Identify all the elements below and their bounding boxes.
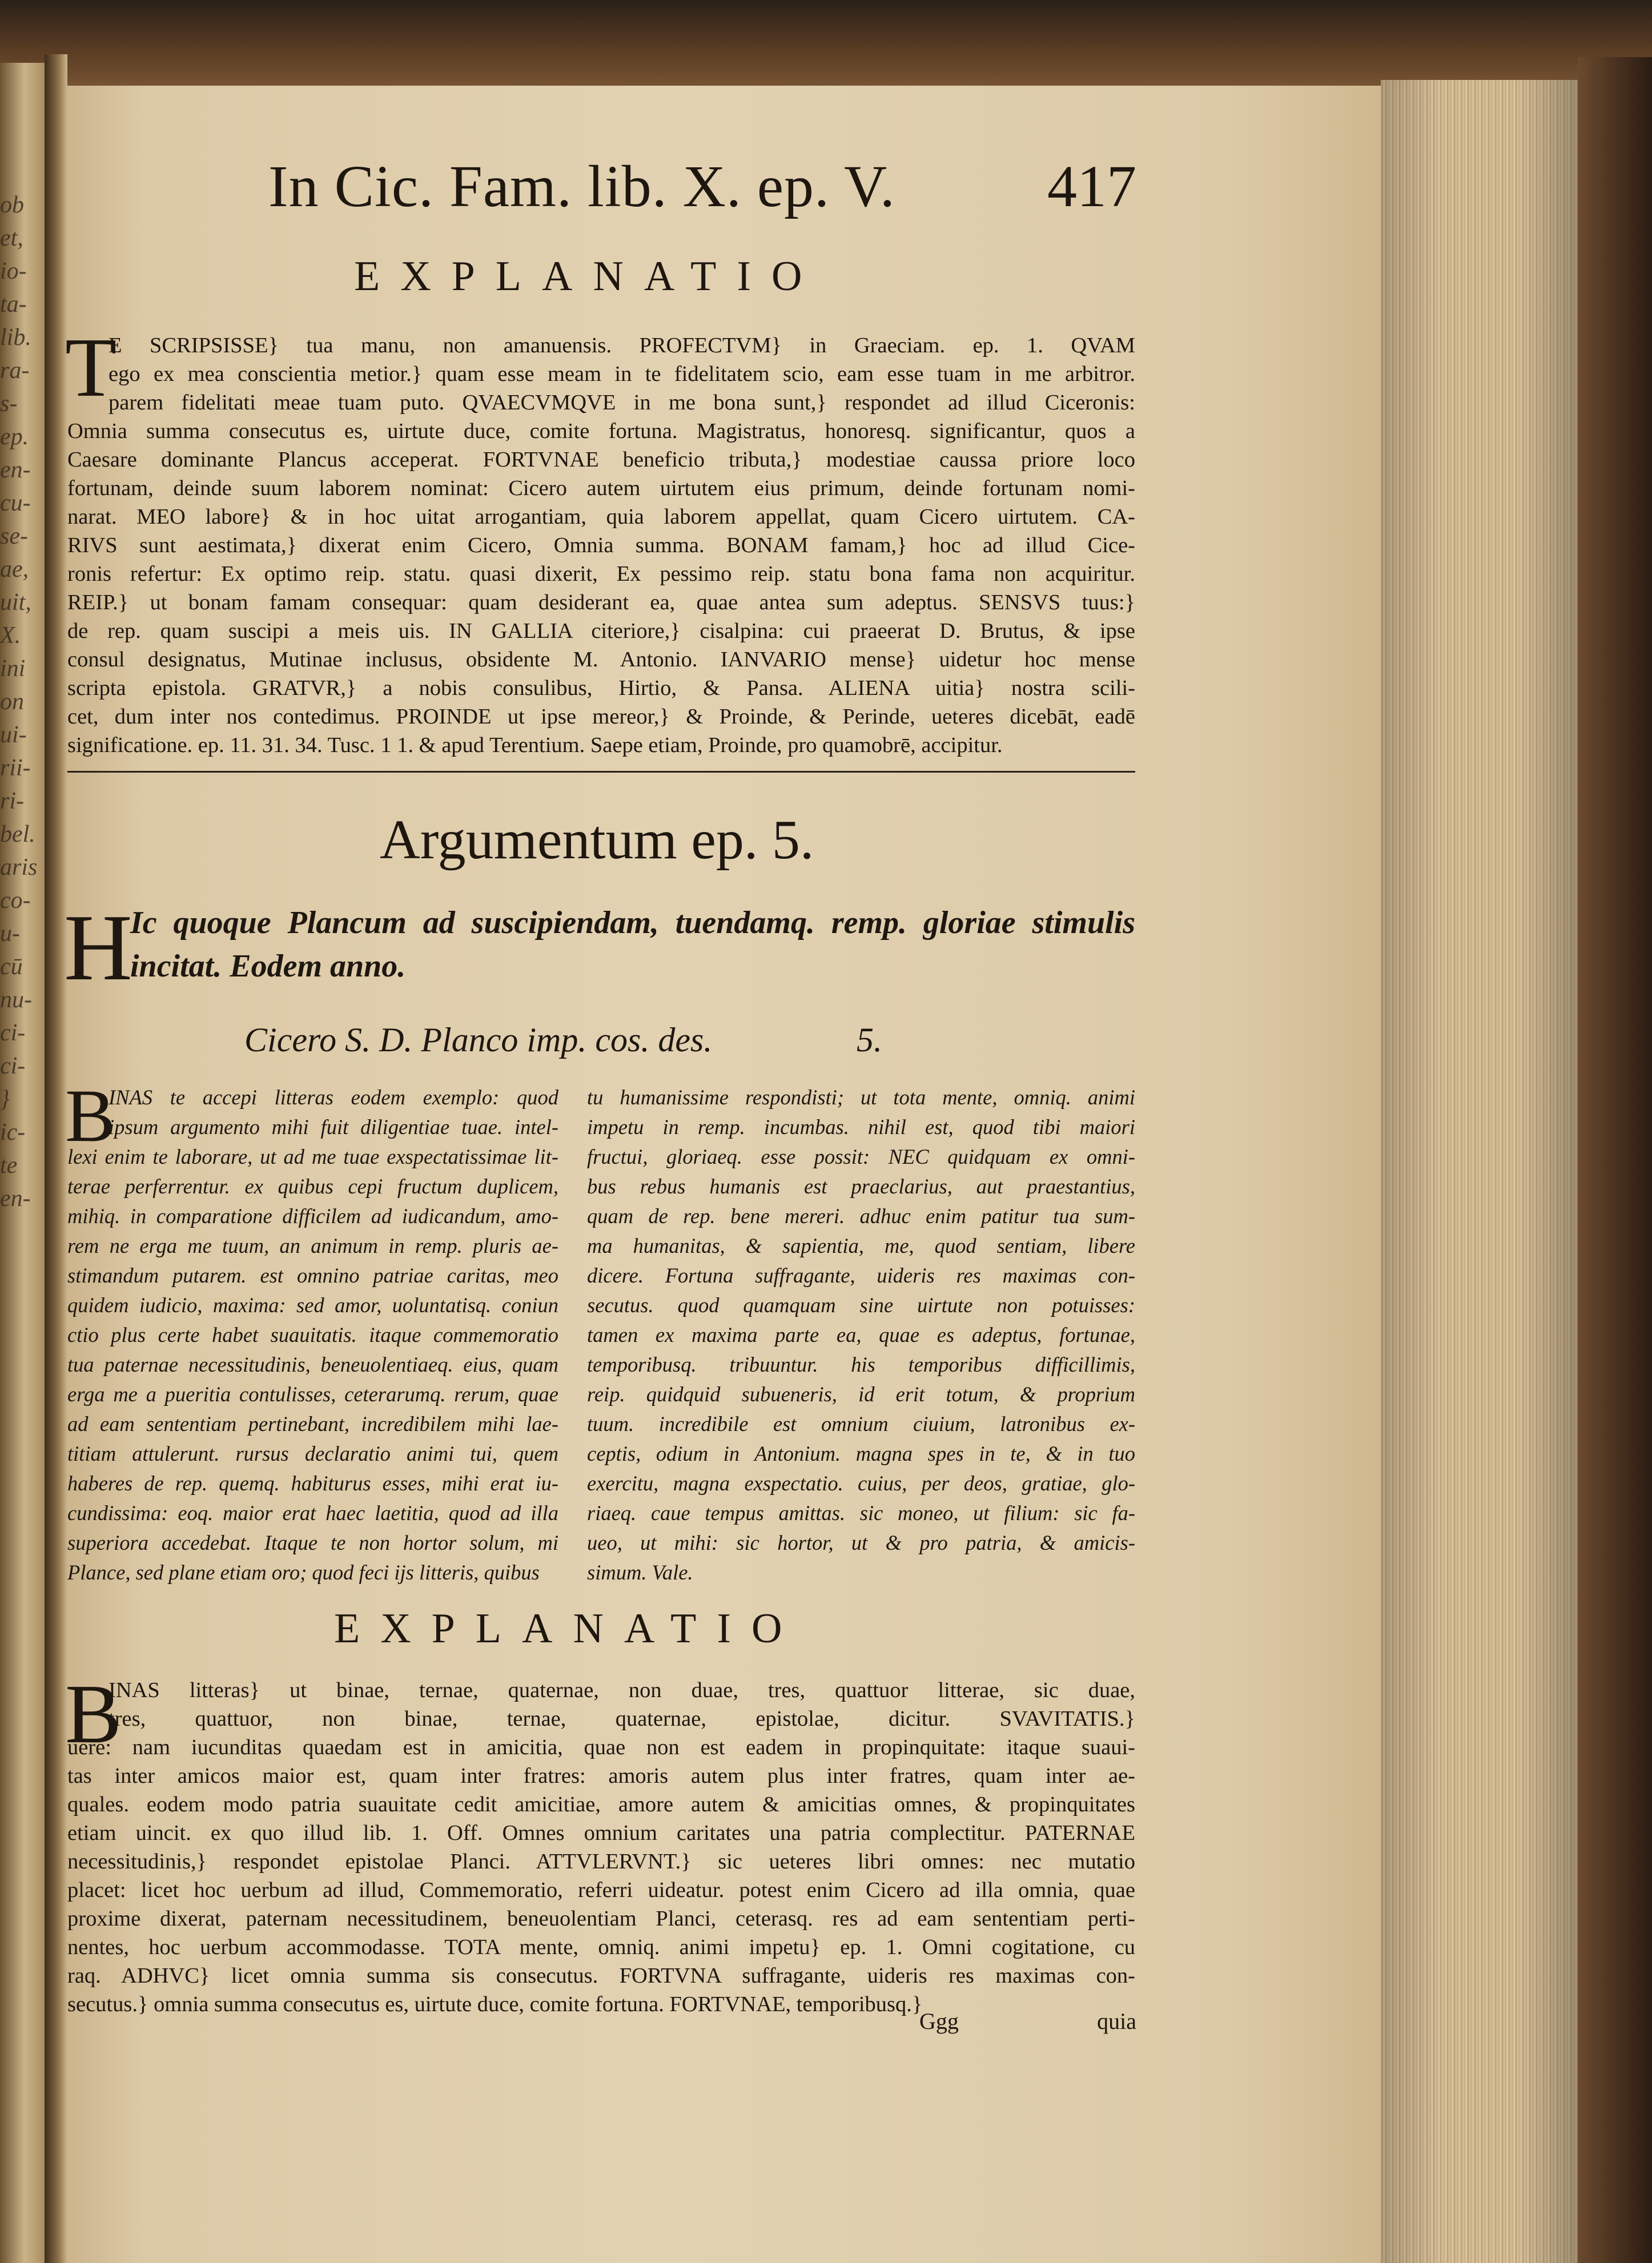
text-line: REIP.} ut bonam famam consequar: quam desiderant ea, quae antea sum adeptus. SENSVS tuus:}	[67, 590, 1135, 614]
fragment-line: s-	[0, 391, 18, 417]
fragment-line: bel.	[0, 821, 35, 847]
text-line: cundissima: eoq. maior erat haec laetitia, quod ad illa	[67, 1501, 558, 1525]
text-line: Plance, sed plane etiam oro; quod feci ijs litteris, quibus	[67, 1561, 540, 1584]
text-line: scripta epistola. GRATVR,} a nobis consulibus, Hirtio, & Pansa. ALIENA uitia} nostra scili-	[67, 676, 1135, 700]
text-line: cet, dum inter nos contedimus. PROINDE ut ipse mereor,} & Proinde, & Perinde, ueteres dicebāt, eadē	[67, 705, 1135, 729]
section-heading-explanatio: EXPLANATIO	[354, 253, 823, 300]
fragment-line: on	[0, 689, 24, 715]
text-line: E SCRIPSISSE} tua manu, non amanuensis. PROFECTVM} in Graeciam. ep. 1. QVAM	[108, 333, 1135, 357]
section-heading-explanatio: EXPLANATIO	[334, 1605, 803, 1652]
fragment-line: te	[0, 1152, 18, 1179]
text-line: titiam attulerunt. rursus declaratio animi tui, quem	[67, 1442, 558, 1465]
fragment-line: co-	[0, 887, 31, 914]
text-line: placet: licet hoc uerbum ad illud, Commemoratio, referri uideatur. potest enim Cicero ad illa omnia, quae	[67, 1878, 1135, 1902]
text-line: INAS litteras} ut binae, ternae, quaternae, non duae, tres, quattuor litterae, sic duae,	[108, 1678, 1135, 1702]
text-line: tres, quattuor, non binae, ternae, quaternae, epistolae, dicitur. SVAVITATIS.}	[108, 1707, 1135, 1731]
letter-column-left	[67, 1083, 558, 1587]
cover-board	[1578, 57, 1652, 2263]
text-line: superiora accedebat. Itaque te non hortor solum, mi	[67, 1531, 558, 1554]
horizontal-rule	[67, 771, 1135, 773]
fore-edge-shadow	[1381, 80, 1578, 2263]
text-line: simum. Vale.	[587, 1561, 693, 1584]
fragment-line: ob	[0, 192, 24, 218]
text-line: reip. quidquid subueneris, id erit totum, & proprium	[587, 1382, 1135, 1406]
text-line: stimandum putarem. est omnino patriae caritas, meo	[67, 1264, 558, 1287]
running-head: In Cic. Fam. lib. X. ep. V.	[268, 154, 895, 219]
text-line: ceptis, odium in Antonium. magna spes in te, & in tuo	[587, 1442, 1135, 1465]
text-line: de rep. quam suscipi a meis uis. IN GALLIA citeriore,} cisalpina: cui praeerat D. Brutus, & ipse	[67, 619, 1135, 643]
fragment-line: cu-	[0, 490, 31, 516]
argument-heading: Argumentum ep. 5.	[380, 809, 814, 871]
text-line: raq. ADHVC} licet omnia summa sis consecutus. FORTVNA suffragante, uideris res maximas con-	[67, 1964, 1135, 1988]
explanation-paragraph	[67, 1676, 1135, 2019]
text-line: tua paternae necessitudinis, beneuolentiaeq. eius, quam	[67, 1353, 558, 1376]
text-line: tuum. incredibile est omnium ciuium, latronibus ex-	[587, 1412, 1135, 1436]
text-line: Omnia summa consecutus es, uirtute duce, comite fortuna. Magistratus, honoresq. significantur, quos a	[67, 419, 1135, 443]
letter-salutation: Cicero S. D. Planco imp. cos. des.	[244, 1021, 713, 1059]
argument-text	[67, 901, 1135, 988]
drop-capital: T	[65, 321, 117, 415]
book-gutter	[45, 54, 67, 2263]
text-line: haberes de rep. quemq. habiturus esses, mihi erat iu-	[67, 1472, 558, 1495]
letter-number: 5.	[857, 1021, 882, 1059]
text-line: secutus. quod quamquam sine uirtute non potuisses:	[587, 1293, 1135, 1317]
fragment-line: en-	[0, 1185, 31, 1212]
text-line: necessitudinis,} respondet epistolae Planci. ATTVLERVNT.} sic ueteres libri omnes: nec mutatio	[67, 1850, 1135, 1874]
signature-mark: Ggg	[919, 2008, 959, 2034]
text-line: proxime dixerat, paternam necessitudinem, beneuolentiam Planci, ceterasq. res ad eam sententiam perti-	[67, 1907, 1135, 1931]
text-line: dicere. Fortuna suffragante, uideris res maximas con-	[587, 1264, 1135, 1287]
fragment-line: ri-	[0, 788, 24, 814]
text-line: parem fidelitati meae tuam puto. QVAECVMQVE in me bona sunt,} respondet ad illud Ciceronis:	[108, 391, 1135, 415]
fragment-line: cū	[0, 954, 23, 980]
text-line: tamen ex maxima parte ea, quae es adeptus, fortunae,	[587, 1323, 1135, 1346]
text-line: quam de rep. bene mereri. adhuc enim patitur tua sum-	[587, 1204, 1135, 1228]
text-line: secutus.} omnia summa consecutus es, uirtute duce, comite fortuna. FORTVNAE, temporibusq.}	[67, 1992, 923, 2016]
fragment-line: X.	[0, 622, 21, 649]
text-line: Caesare dominante Plancus acceperat. FORTVNAE beneficio tributa,} modestiae caussa priore loco	[67, 448, 1135, 472]
fragment-line: et,	[0, 225, 23, 251]
text-line: ma humanitas, & sapientia, me, quod sentiam, libere	[587, 1234, 1135, 1257]
text-line: rem ne erga me tuum, an animum in remp. pluris ae-	[67, 1234, 558, 1257]
text-line: quales. eodem modo patria suauitate cedit amicitiae, amore autem & amicitias omnes, & propinquitates	[67, 1792, 1135, 1816]
text-line: ronis refertur: Ex optimo reip. statu. quasi dixerit, Ex pessimo reip. statu bona fama non acquiritur.	[67, 562, 1135, 586]
text-line: temporibusq. tribuuntur. his temporibus difficillimis,	[587, 1353, 1135, 1376]
text-line: fructui, gloriaeq. esse possit: NEC quidquam ex omni-	[587, 1145, 1135, 1168]
text-line: consul designatus, Mutinae inclusus, obsidente M. Antonio. IANVARIO mense} uidetur hoc mense	[67, 648, 1135, 672]
text-line: narat. MEO labore} & in hoc uitat arrogantiam, quia laborem appellat, quam Cicero uirtutem. CA-	[67, 505, 1135, 529]
fragment-line: u-	[0, 921, 20, 947]
fragment-line: }	[0, 1086, 10, 1112]
fragment-line: se-	[0, 523, 28, 549]
text-line: riaeq. caue tempus amittas. sic moneo, ut filium: sic fa-	[587, 1501, 1135, 1525]
fragment-line: lib.	[0, 324, 31, 351]
fragment-line: ci-	[0, 1020, 26, 1046]
page-number: 417	[1047, 154, 1136, 219]
text-line: ad eam sententiam pertinebant, incredibilem mihi lae-	[67, 1412, 558, 1436]
text-line: nentes, hoc uerbum accommodasse. TOTA mente, omniq. animi impetu} ep. 1. Omni cogitatione, cu	[67, 1935, 1135, 1959]
text-line: mihiq. in comparatione difficilem ad iudicandum, amo-	[67, 1204, 558, 1228]
fragment-line: en-	[0, 457, 31, 483]
text-line: tu humanissime respondisti; ut tota mente, omniq. animi	[587, 1086, 1135, 1109]
drop-capital: B	[65, 1074, 116, 1157]
letter-column-right	[587, 1083, 1135, 1587]
text-line: incitat. Eodem anno.	[130, 948, 406, 984]
text-line: uere: nam iucunditas quaedam est in amicitia, quae non est eadem in propinquitate: itaque suaui-	[67, 1735, 1135, 1759]
facing-page-text-fragment	[0, 188, 45, 2187]
text-line: RIVS sunt aestimata,} dixerat enim Cicero, Omnia summa. BONAM famam,} hoc ad illud Cice-	[67, 533, 1135, 557]
text-line: tas inter amicos maior est, quam inter fratres: amoris autem plus inter fratres, quam inter ae-	[67, 1764, 1135, 1788]
fragment-line: ci-	[0, 1053, 26, 1079]
fragment-line: uit,	[0, 589, 31, 616]
fragment-line: ini	[0, 656, 26, 682]
fragment-line: ta-	[0, 291, 27, 317]
drop-capital: H	[64, 895, 132, 1000]
text-line: Ic quoque Plancum ad suscipiendam, tuendamq. remp. gloriae stimulis	[130, 905, 1135, 940]
text-line: bus rebus humanis est praeclarius, aut praestantius,	[587, 1175, 1135, 1198]
explanation-paragraph	[67, 331, 1135, 759]
text-line: ueo, ut mihi: sic hortor, ut & pro patria, & amicis-	[587, 1531, 1135, 1554]
catchword: quia	[1097, 2008, 1136, 2034]
fragment-line: rii-	[0, 755, 31, 781]
text-line: exercitu, magna exspectatio. cuius, per deos, gratiae, glo-	[587, 1472, 1135, 1495]
text-line: ctio plus certe habet suauitatis. itaque commemoratio	[67, 1323, 558, 1346]
text-line: significatione. ep. 11. 31. 34. Tusc. 1 1. & apud Terentium. Saepe etiam, Proinde, pro quamobrē, accipitur.	[67, 733, 1003, 757]
fragment-line: ui-	[0, 722, 27, 748]
text-line: fortunam, deinde suum laborem nominat: Cicero autem uirtutem eius primum, deinde fortunam nomi-	[67, 476, 1135, 500]
text-line: impetu in remp. incumbas. nihil est, quod tibi maiori	[587, 1115, 1135, 1139]
fragment-line: ep.	[0, 424, 29, 450]
fragment-line: aris	[0, 854, 38, 881]
text-line: terae perferrentur. ex quibus cepi fructum duplicem,	[67, 1175, 558, 1198]
fragment-line: ra-	[0, 357, 30, 384]
fragment-line: ic-	[0, 1119, 26, 1145]
text-line: quidem iudicio, maxima: sed amor, uoluntatisq. coniun	[67, 1293, 558, 1317]
fragment-line: ae,	[0, 556, 29, 582]
text-line: INAS te accepi litteras eodem exemplo: quod	[108, 1086, 558, 1109]
text-line: etiam uincit. ex quo illud lib. 1. Off. Omnes omnium caritates una patria complectitur. PATERNAE	[67, 1821, 1135, 1845]
fragment-line: nu-	[0, 987, 32, 1013]
text-line: erga me a pueritia contulisses, ceterarumq. rerum, quae	[67, 1382, 558, 1406]
fragment-line: io-	[0, 258, 27, 284]
text-line: ego ex mea conscientia metior.} quam esse meam in te fidelitatem scio, eam esse tuam in me arbitror.	[108, 362, 1135, 386]
text-line: ipsum argumento mihi fuit diligentiae tuae. intel-	[108, 1115, 558, 1139]
drop-capital: B	[65, 1667, 122, 1761]
text-line: lexi enim te laborare, ut ad me tuae exspectatissimae lit-	[67, 1145, 558, 1168]
signature-and-catchword	[919, 2005, 1136, 2037]
